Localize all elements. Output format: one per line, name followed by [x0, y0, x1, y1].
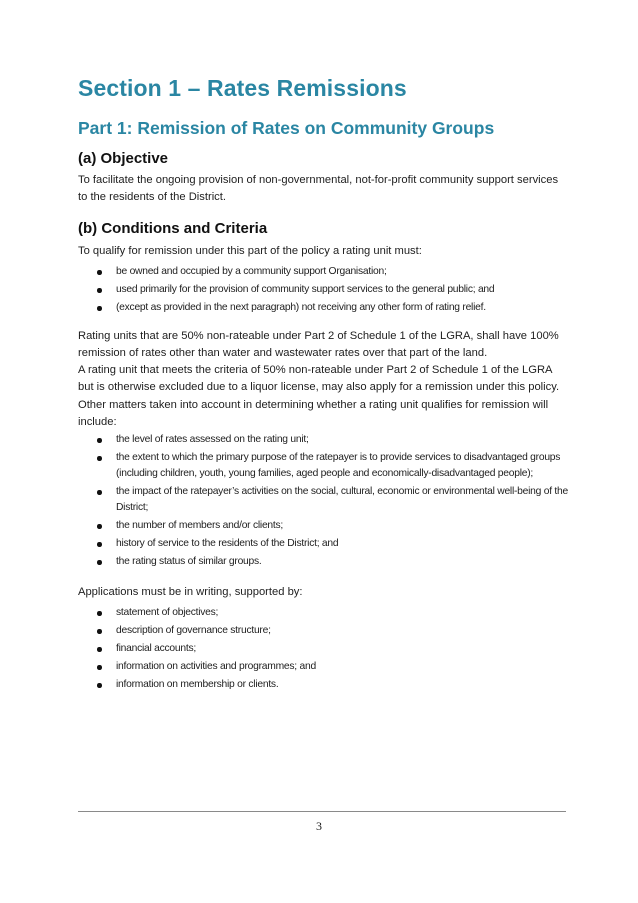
bullet-icon	[97, 542, 102, 547]
list-item: information on activities and programmes; and	[78, 659, 568, 675]
list-item: the extent to which the primary purpose of the ratepayer is to provide services to disadvantaged groups (including children, youth, young families, aged people and economically-disadvantaged people);	[78, 450, 568, 482]
bullet-icon	[97, 629, 102, 634]
list-item: the rating status of similar groups.	[78, 554, 568, 570]
bullet-icon	[97, 665, 102, 670]
bullet-icon	[97, 270, 102, 275]
non-rateable-paragraph: Rating units that are 50% non-rateable under Part 2 of Schedule 1 of the LGRA, shall have 100% remission of rates other than water and wastewater rates over that part of the land.	[78, 330, 559, 359]
liquor-license-paragraph: A rating unit that meets the criteria of 50% non-rateable under Part 2 of Schedule 1 of the LGRA but is otherwise excluded due to a liquor license, may also apply for a remission under this policy.	[78, 364, 560, 393]
part-title: Part 1: Remission of Rates on Community Groups	[78, 118, 495, 138]
list-item: financial accounts;	[78, 641, 568, 657]
list-item: the level of rates assessed on the rating unit;	[78, 432, 568, 448]
list-item: the impact of the ratepayer’s activities on the social, cultural, economic or environmental well-being of the District;	[78, 484, 568, 516]
bullet-icon	[97, 683, 102, 688]
list-item: used primarily for the provision of community support services to the general public; and	[78, 282, 568, 298]
list-item: history of service to the residents of the District; and	[78, 536, 568, 552]
other-matters-list	[78, 432, 568, 572]
section-title: Section 1 – Rates Remissions	[78, 75, 407, 101]
list-item: information on membership or clients.	[78, 677, 568, 693]
bullet-icon	[97, 560, 102, 565]
list-item: the number of members and/or clients;	[78, 518, 568, 534]
footer-divider	[78, 811, 566, 812]
conditions-heading: (b) Conditions and Criteria	[78, 220, 268, 237]
bullet-icon	[97, 647, 102, 652]
list-item: be owned and occupied by a community support Organisation;	[78, 264, 568, 280]
other-matters-intro: Other matters taken into account in determining whether a rating unit qualifies for remission will include:	[78, 399, 549, 428]
requirements-list	[78, 264, 568, 318]
applications-list	[78, 605, 568, 695]
list-item: description of governance structure;	[78, 623, 568, 639]
bullet-icon	[97, 438, 102, 443]
objective-text: To facilitate the ongoing provision of non-governmental, not-for-profit community support services to the residents of the District.	[78, 174, 559, 203]
bullet-icon	[97, 490, 102, 495]
bullet-icon	[97, 524, 102, 529]
list-item: (except as provided in the next paragraph) not receiving any other form of rating relief.	[78, 300, 568, 316]
bullet-icon	[97, 306, 102, 311]
bullet-icon	[97, 456, 102, 461]
bullet-icon	[97, 288, 102, 293]
objective-heading: (a) Objective	[78, 150, 169, 167]
conditions-intro: To qualify for remission under this part of the policy a rating unit must:	[78, 245, 422, 257]
bullet-icon	[97, 611, 102, 616]
list-item: statement of objectives;	[78, 605, 568, 621]
page-number: 3	[316, 819, 322, 833]
applications-intro: Applications must be in writing, supported by:	[78, 586, 303, 598]
